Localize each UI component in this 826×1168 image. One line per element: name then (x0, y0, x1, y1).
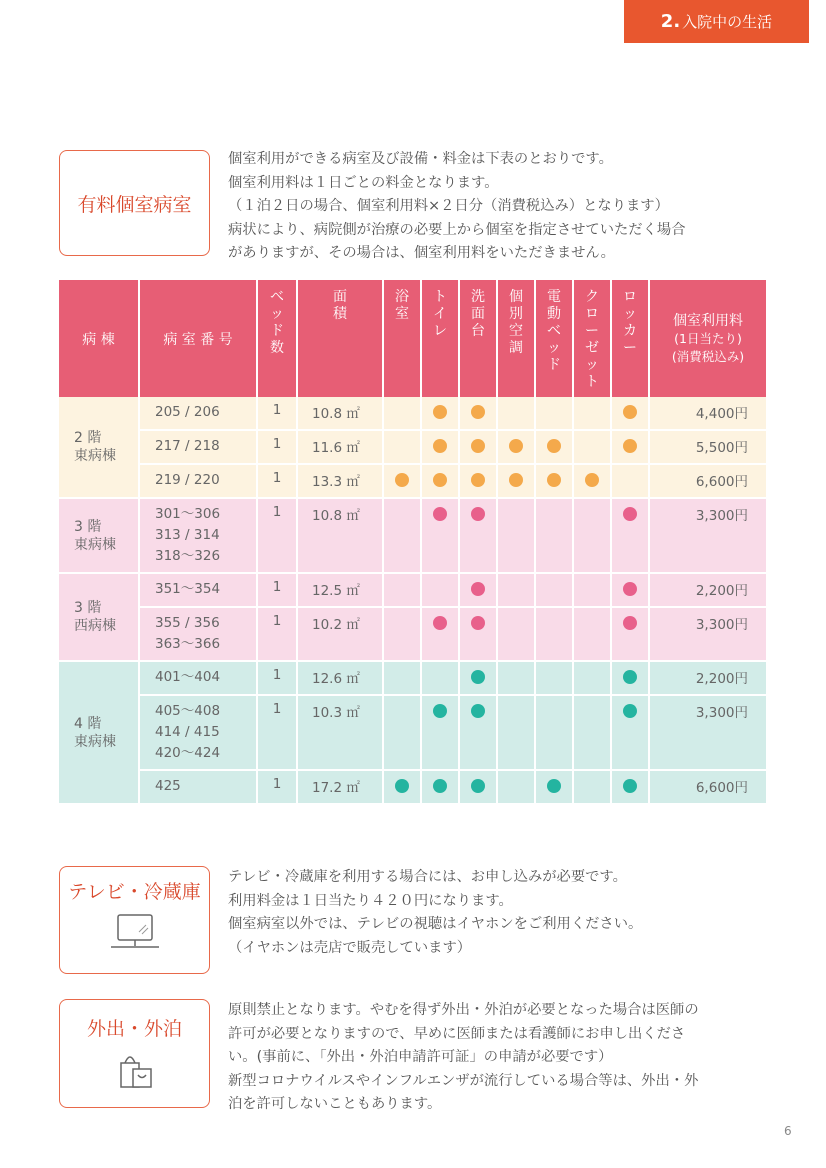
available-dot-icon (433, 779, 447, 793)
fee-cell: 2,200円 (650, 662, 766, 696)
feature-cell-bath (384, 397, 422, 431)
available-dot-icon (471, 582, 485, 596)
feature-cell-aircon (498, 465, 536, 499)
text-line: 新型コロナウイルスやインフルエンザが流行している場合等は、外出・外 (228, 1072, 699, 1089)
feature-cell-washbasin (460, 465, 498, 499)
available-dot-icon (471, 473, 485, 487)
available-dot-icon (547, 779, 561, 793)
header-beds: ベ ッ ド 数 (258, 280, 298, 397)
feature-cell-washbasin (460, 431, 498, 465)
room-number: 420〜424 (155, 745, 221, 761)
feature-cell-locker (612, 431, 650, 465)
available-dot-icon (471, 616, 485, 630)
room-number: 205 / 206 (155, 404, 220, 420)
feature-cell-closet (574, 608, 612, 662)
text-line: （１泊２日の場合、個室利用料×２日分（消費税込み）となります） (228, 198, 669, 214)
tv-icon (109, 912, 161, 957)
room-number-cell (140, 397, 258, 431)
feature-cell-electric-bed (536, 431, 574, 465)
header-locker: ロ ッ カ ー (612, 280, 650, 397)
room-number-cell (140, 574, 258, 608)
chapter-number: 2. (660, 11, 681, 32)
available-dot-icon (433, 616, 447, 630)
text-line: がありますが、その場合は、個室利用料をいただきません。 (228, 245, 615, 261)
feature-cell-closet (574, 499, 612, 574)
feature-cell-closet (574, 465, 612, 499)
feature-cell-locker (612, 771, 650, 805)
feature-cell-washbasin (460, 662, 498, 696)
feature-cell-toilet (422, 608, 460, 662)
header-closet: ク ロ ー ゼ ッ ト (574, 280, 612, 397)
feature-cell-washbasin (460, 696, 498, 771)
feature-cell-washbasin (460, 771, 498, 805)
feature-cell-aircon (498, 608, 536, 662)
feature-cell-electric-bed (536, 465, 574, 499)
bed-count-cell: 1 (258, 608, 298, 662)
feature-cell-closet (574, 397, 612, 431)
feature-cell-electric-bed (536, 574, 574, 608)
feature-cell-electric-bed (536, 662, 574, 696)
available-dot-icon (471, 779, 485, 793)
feature-cell-bath (384, 662, 422, 696)
fee-cell: 2,200円 (650, 574, 766, 608)
header-washbasin: 洗 面 台 (460, 280, 498, 397)
text-line: 許可が必要となりますので、早めに医師または看護師にお申し出くださ (228, 1025, 686, 1042)
room-number: 318〜326 (155, 548, 221, 564)
available-dot-icon (395, 473, 409, 487)
building-cell (59, 662, 140, 805)
building-cell (59, 574, 140, 662)
available-dot-icon (471, 507, 485, 521)
feature-cell-toilet (422, 574, 460, 608)
outing-label-box (59, 999, 210, 1108)
feature-cell-locker (612, 696, 650, 771)
feature-cell-toilet (422, 499, 460, 574)
text-line: 利用料金は１日当たり４２０円になります。 (228, 892, 513, 909)
header-electric-bed: 電 動 ベ ッ ド (536, 280, 574, 397)
table-row (59, 771, 766, 805)
available-dot-icon (433, 473, 447, 487)
shopping-bag-icon (109, 1047, 161, 1096)
table-header-row (59, 280, 766, 397)
available-dot-icon (433, 507, 447, 521)
feature-cell-locker (612, 397, 650, 431)
header-room-number: 病 室 番 号 (140, 280, 258, 397)
fee-cell: 5,500円 (650, 431, 766, 465)
available-dot-icon (623, 670, 637, 684)
table-row (59, 608, 766, 662)
area-cell: 10.8 ㎡ (298, 397, 384, 431)
area-cell: 10.8 ㎡ (298, 499, 384, 574)
table-row (59, 465, 766, 499)
bed-count-cell: 1 (258, 499, 298, 574)
fee-cell: 6,600円 (650, 465, 766, 499)
feature-cell-toilet (422, 431, 460, 465)
feature-cell-toilet (422, 771, 460, 805)
fee-cell: 6,600円 (650, 771, 766, 805)
feature-cell-closet (574, 574, 612, 608)
feature-cell-aircon (498, 431, 536, 465)
text-line: 泊を許可しないこともあります。 (228, 1096, 442, 1112)
private-room-text (228, 148, 768, 266)
feature-cell-locker (612, 608, 650, 662)
table-row (59, 662, 766, 696)
bed-count-cell: 1 (258, 465, 298, 499)
room-number-cell (140, 771, 258, 805)
feature-cell-aircon (498, 696, 536, 771)
available-dot-icon (547, 473, 561, 487)
feature-cell-aircon (498, 574, 536, 608)
available-dot-icon (623, 507, 637, 521)
available-dot-icon (623, 704, 637, 718)
available-dot-icon (471, 670, 485, 684)
available-dot-icon (395, 779, 409, 793)
area-cell: 12.6 ㎡ (298, 662, 384, 696)
tv-label: テレビ・冷蔵庫 (68, 881, 201, 903)
text-line: （イヤホンは売店で販売しています） (228, 939, 472, 956)
available-dot-icon (547, 439, 561, 453)
feature-cell-bath (384, 431, 422, 465)
feature-cell-toilet (422, 465, 460, 499)
area-cell: 13.3 ㎡ (298, 465, 384, 499)
feature-cell-washbasin (460, 608, 498, 662)
table-row (59, 574, 766, 608)
feature-cell-bath (384, 696, 422, 771)
outing-label: 外出・外泊 (86, 1018, 182, 1040)
area-cell: 11.6 ㎡ (298, 431, 384, 465)
available-dot-icon (471, 704, 485, 718)
feature-cell-toilet (422, 397, 460, 431)
table-row (59, 431, 766, 465)
building-label: 東病棟 (74, 733, 116, 750)
feature-cell-electric-bed (536, 696, 574, 771)
feature-cell-washbasin (460, 397, 498, 431)
room-number: 401〜404 (155, 669, 221, 685)
bed-count-cell: 1 (258, 431, 298, 465)
fee-cell: 4,400円 (650, 397, 766, 431)
available-dot-icon (623, 616, 637, 630)
feature-cell-aircon (498, 662, 536, 696)
available-dot-icon (623, 439, 637, 453)
available-dot-icon (433, 405, 447, 419)
bed-count-cell: 1 (258, 771, 298, 805)
available-dot-icon (623, 779, 637, 793)
available-dot-icon (433, 439, 447, 453)
outing-text (228, 999, 768, 1117)
chapter-title: 入院中の生活 (682, 13, 773, 31)
header-fee: 個室利用料 (1日当たり) (消費税込み) (650, 280, 766, 397)
building-label: 東病棟 (74, 448, 116, 464)
feature-cell-closet (574, 662, 612, 696)
feature-cell-washbasin (460, 499, 498, 574)
feature-cell-electric-bed (536, 608, 574, 662)
header-bath: 浴 室 (384, 280, 422, 397)
feature-cell-closet (574, 771, 612, 805)
building-label: 3 階 (74, 600, 102, 616)
feature-cell-electric-bed (536, 397, 574, 431)
table-body (59, 397, 766, 805)
tv-label-box (59, 866, 210, 974)
room-number: 363〜366 (155, 636, 221, 652)
text-line: 原則禁止となります。やむを得ず外出・外泊が必要となった場合は医師の (228, 1002, 699, 1018)
fee-cell: 3,300円 (650, 696, 766, 771)
text-line: い。(事前に、「外出・外泊申請許可証」の申請が必要です） (228, 1049, 613, 1065)
room-fee-table (59, 280, 766, 805)
table-row (59, 499, 766, 574)
available-dot-icon (471, 439, 485, 453)
room-number: 301〜306 (155, 506, 221, 522)
feature-cell-closet (574, 431, 612, 465)
feature-cell-washbasin (460, 574, 498, 608)
building-label: 西病棟 (74, 618, 116, 634)
building-label: 3 階 (74, 518, 102, 535)
room-number: 313 / 314 (155, 527, 220, 543)
building-label: 2 階 (74, 430, 102, 446)
feature-cell-bath (384, 499, 422, 574)
room-number-cell (140, 431, 258, 465)
feature-cell-locker (612, 465, 650, 499)
tv-text (228, 866, 768, 960)
area-cell: 17.2 ㎡ (298, 771, 384, 805)
feature-cell-aircon (498, 771, 536, 805)
header-building: 病 棟 (59, 280, 140, 397)
building-cell (59, 397, 140, 499)
bed-count-cell: 1 (258, 696, 298, 771)
text-line: 病状により、病院側が治療の必要上から個室を指定させていただく場合 (228, 221, 686, 238)
text-line: 個室利用料は１日ごとの料金となります。 (228, 174, 499, 191)
feature-cell-aircon (498, 499, 536, 574)
building-label: 4 階 (74, 715, 102, 732)
table-row (59, 397, 766, 431)
chapter-tab (624, 0, 809, 43)
header-toilet: ト イ レ (422, 280, 460, 397)
available-dot-icon (471, 405, 485, 419)
area-cell: 12.5 ㎡ (298, 574, 384, 608)
available-dot-icon (623, 405, 637, 419)
feature-cell-bath (384, 771, 422, 805)
room-number: 217 / 218 (155, 438, 220, 454)
building-cell (59, 499, 140, 574)
feature-cell-locker (612, 662, 650, 696)
area-cell: 10.2 ㎡ (298, 608, 384, 662)
room-number: 355 / 356 (155, 615, 220, 631)
feature-cell-toilet (422, 662, 460, 696)
room-number-cell (140, 662, 258, 696)
text-line: 個室病室以外では、テレビの視聴はイヤホンをご利用ください。 (228, 916, 643, 932)
private-room-label-box (59, 150, 210, 256)
room-number-cell (140, 608, 258, 662)
available-dot-icon (433, 704, 447, 718)
text-line: 個室利用ができる病室及び設備・料金は下表のとおりです。 (228, 151, 613, 167)
bed-count-cell: 1 (258, 574, 298, 608)
feature-cell-bath (384, 608, 422, 662)
text-line: テレビ・冷蔵庫を利用する場合には、お申し込みが必要です。 (228, 869, 627, 885)
feature-cell-bath (384, 574, 422, 608)
feature-cell-bath (384, 465, 422, 499)
room-number-cell (140, 696, 258, 771)
feature-cell-toilet (422, 696, 460, 771)
feature-cell-electric-bed (536, 771, 574, 805)
page-number: 6 (784, 1124, 792, 1138)
fee-cell: 3,300円 (650, 499, 766, 574)
feature-cell-locker (612, 499, 650, 574)
bed-count-cell: 1 (258, 662, 298, 696)
feature-cell-aircon (498, 397, 536, 431)
feature-cell-closet (574, 696, 612, 771)
available-dot-icon (585, 473, 599, 487)
room-number: 405〜408 (155, 703, 221, 719)
room-number: 219 / 220 (155, 472, 220, 488)
building-label: 東病棟 (74, 536, 116, 553)
room-number: 351〜354 (155, 581, 221, 597)
area-cell: 10.3 ㎡ (298, 696, 384, 771)
header-aircon: 個 別 空 調 (498, 280, 536, 397)
available-dot-icon (623, 582, 637, 596)
room-number-cell (140, 499, 258, 574)
available-dot-icon (509, 439, 523, 453)
room-number: 414 / 415 (155, 724, 220, 740)
bed-count-cell: 1 (258, 397, 298, 431)
available-dot-icon (509, 473, 523, 487)
private-room-label: 有料個室病室 (77, 193, 192, 216)
fee-cell: 3,300円 (650, 608, 766, 662)
table-row (59, 696, 766, 771)
header-area: 面 積 (298, 280, 384, 397)
feature-cell-electric-bed (536, 499, 574, 574)
room-number-cell (140, 465, 258, 499)
room-number: 425 (155, 778, 181, 794)
feature-cell-locker (612, 574, 650, 608)
